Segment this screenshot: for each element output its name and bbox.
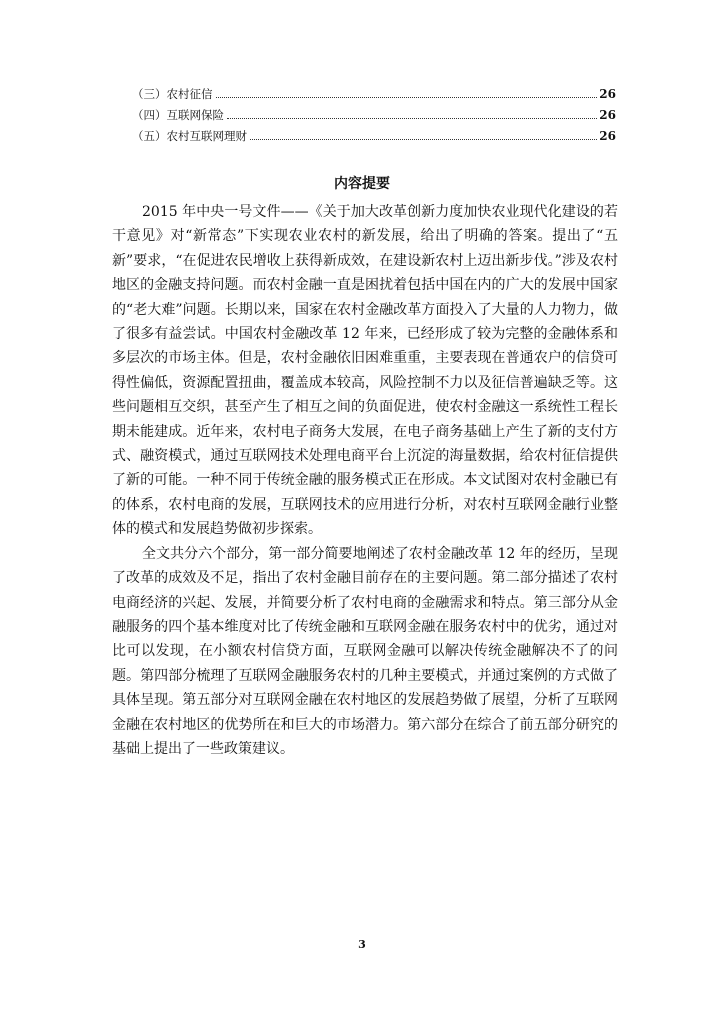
toc-entry[interactable] — [132, 107, 616, 128]
abstract-paragraph-2: 全文共分六个部分，第一部分简要地阐述了农村金融改革 12 年的经历，呈现了改革的成效及不足，指出了农村金融目前存在的主要问题。第二部分描述了农村电商经济的兴起、发展，并简要分析了农村电商的金融需求和特点。第三部分从金融服务的四个基本维度对比了传统金融和互联网金融在服务农村中的优劣，通过对比可以发现，在小额农村信贷方面，互联网金融可以解决传统金融解决不了的问题。第四部分梳理了互联网金融服务农村的几种主要模式，并通过案例的方式做了具体呈现。第五部分对互联网金融在农村地区的发展趋势做了展望，分析了互联网金融在农村地区的优势所在和巨大的市场潜力。第六部分在综合了前五部分研究的基础上提出了一些政策建议。 — [112, 545, 618, 757]
toc-entry-page: 26 — [599, 87, 616, 101]
toc-entry-label: （三）农村征信 — [132, 87, 213, 101]
abstract-paragraph-1: 2015 年中央一号文件——《关于加大改革创新力度加快农业现代化建设的若干意见》对“新常态”下实现农业农村的新发展，给出了明确的答案。提出了“五新”要求，“在促进农民增收上获得新成效，在建设新农村上迈出新步伐。”涉及农村地区的金融支持问题。而农村金融一直是困扰着包括中国在内的广大的发展中国家的“老大难”问题。长期以来，国家在农村金融改革方面投入了大量的人力物力，做了很多有益尝试。中国农村金融改革 12 年来，已经形成了较为完整的金融体系和多层次的市场主体。但是，农村金融依旧困难重重，主要表现在普通农户的信贷可得性偏低，资源配置扭曲，覆盖成本较高，风险控制不力以及征信普遍缺乏等。这些问题相互交织，甚至产生了相互之间的负面促进，使农村金融这一系统性工程长期未能建成。近年来，农村电子商务大发展，在电子商务基础上产生了新的支付方式、融资模式，通过互联网技术处理电商平台上沉淀的海量数据，给农村征信提供了新的可能。一种不同于传统金融的服务模式正在形成。本文试图对农村金融已有的体系，农村电商的发展，互联网技术的应用进行分析，对农村互联网金融行业整体的模式和发展趋势做初步探索。 — [112, 204, 618, 538]
toc-entry[interactable] — [132, 86, 616, 107]
toc-leader-dots — [250, 139, 597, 140]
toc-entry-page: 26 — [599, 108, 616, 122]
page-number: 3 — [358, 938, 366, 951]
toc-entry-label: （五）农村互联网理财 — [132, 129, 247, 143]
abstract-body — [112, 200, 618, 761]
toc-leader-dots — [216, 97, 598, 98]
table-of-contents — [132, 86, 616, 149]
toc-entry-page: 26 — [599, 129, 616, 143]
toc-entry[interactable] — [132, 128, 616, 149]
toc-entry-label: （四）互联网保险 — [132, 108, 224, 122]
section-title: 内容提要 — [334, 176, 390, 192]
toc-leader-dots — [227, 118, 597, 119]
